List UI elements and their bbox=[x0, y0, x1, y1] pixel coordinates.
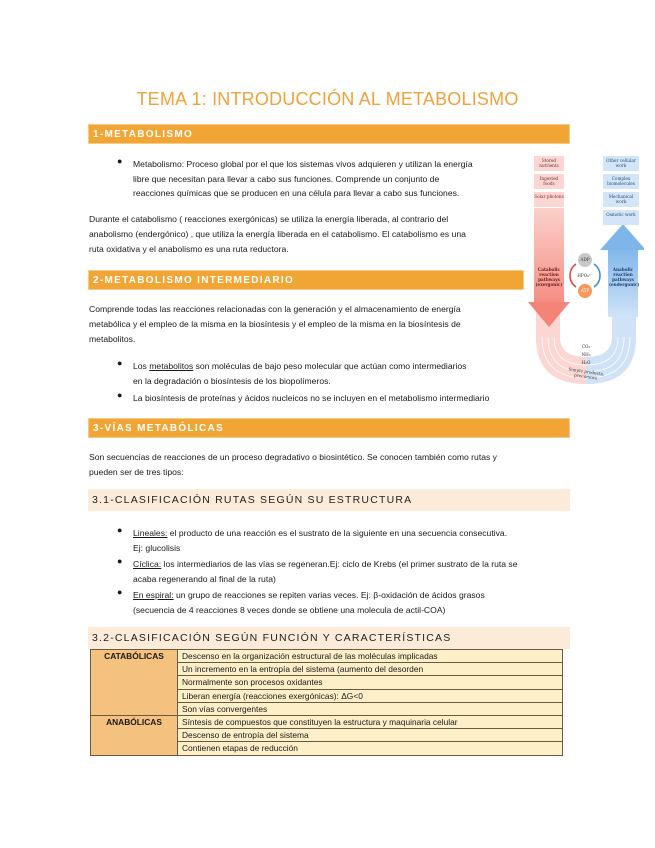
section-header-metabolismo-intermediario: 2-METABOLISMO INTERMEDIARIO bbox=[88, 270, 524, 290]
diagram-label: Complex biomolecules bbox=[607, 176, 635, 186]
bullet-icon: ● bbox=[117, 587, 123, 597]
bullet-icon: ● bbox=[117, 556, 123, 566]
product-label: NH₃ bbox=[581, 352, 591, 357]
adp-label: ADP bbox=[580, 257, 590, 262]
diagram-label: Solar photons bbox=[534, 194, 564, 199]
product-label: H₂O bbox=[581, 360, 591, 365]
products-caption: Simple products, precursors bbox=[568, 366, 605, 381]
table-cell: Normalmente son procesos oxidantes bbox=[178, 676, 563, 689]
catabolic-label: Catabolic reaction pathways (exergonic) bbox=[535, 267, 563, 287]
metabolism-diagram bbox=[528, 152, 644, 387]
bullet-lineales: Lineales: el producto de una reacción es el sustrato de la siguiente en una secuencia consecutiva. Ej: glucolisis bbox=[133, 528, 508, 553]
table-cell: Liberan energía (reacciones exergónicas): ΔG<0 bbox=[178, 689, 563, 702]
bullet-biosintesis: La biosíntesis de proteínas y ácidos nucleicos no se incluyen en el metabolismo intermediario bbox=[133, 393, 490, 403]
table-row bbox=[91, 715, 563, 728]
diagram-label: Osmotic work bbox=[606, 212, 636, 217]
table-cell: Descenso de entropía del sistema bbox=[178, 729, 563, 742]
table-cell: Síntesis de compuestos que constituyen la estructura y maquinaria celular bbox=[178, 715, 563, 728]
table-cell: Descenso en la organización estructural de las moléculas implicadas bbox=[178, 650, 563, 663]
term: Metabolismo: bbox=[133, 159, 185, 169]
bullet-ciclica: Cíclica: los intermediarios de las vías se regeneran.Ej: ciclo de Krebs (el primer sustrato de la ruta se acaba regenerando al final de la ruta) bbox=[133, 559, 518, 584]
bullet-metabolitos: Los metabolitos son moléculas de bajo peso molecular que actúan como intermediarios en la degradación o biosíntesis de los biopolímeros. bbox=[133, 361, 467, 386]
table-cell: Contienen etapas de reducción bbox=[178, 742, 563, 755]
subsection-header-estructura: 3.1-CLASIFICACIÓN RUTAS SEGÚN SU ESTRUCTURA bbox=[88, 489, 570, 511]
page-title: TEMA 1: INTRODUCCIÓN AL METABOLISMO bbox=[136, 89, 519, 109]
atp-label: ATP bbox=[580, 288, 590, 293]
subsection-header-funcion: 3.2-CLASIFICACIÓN SEGÚN FUNCIÓN Y CARACTERÍSTICAS bbox=[88, 627, 570, 649]
paragraph-vias: Son secuencias de reacciones de un proceso degradativo o biosintético. Se conocen también como rutas y pueden ser de tres tipos: bbox=[89, 452, 497, 477]
product-label: CO₂ bbox=[581, 344, 591, 349]
bullet-icon: ● bbox=[117, 156, 123, 166]
table-row bbox=[91, 650, 563, 663]
bullet-metabolismo: Metabolismo: Proceso global por el que los sistemas vivos adquieren y utilizan la energía libre que necesitan para llevar a cabo sus funciones. Comprende un conjunto de reacciones químicas que se producen en una célula para llevar a cabo sus funciones. bbox=[133, 159, 473, 198]
table-cell: Un incremento en la entropía del sistema (aumento del desorden bbox=[178, 663, 563, 676]
paragraph-metabolismo-intermediario: Comprende todas las reacciones relacionadas con la generación y el almacenamiento de energía metabólica y el empleo de la misma en la biosíntesis y el empleo de la misma en la biosíntesis de metabolitos. bbox=[89, 304, 461, 344]
section-header-vias-metabolicas: 3-VÍAS METABÓLICAS bbox=[88, 418, 570, 438]
diagram-label: Stored nutrients bbox=[539, 158, 559, 168]
bullet-icon: ● bbox=[117, 358, 123, 368]
diagram-label: Ingested foods bbox=[539, 176, 559, 186]
section-header-metabolismo: 1-METABOLISMO bbox=[88, 124, 570, 144]
diagram-label: Other cellular work bbox=[606, 158, 636, 168]
table-cell: Son vías convergentes bbox=[178, 702, 563, 715]
category-anabolicas: ANABÓLICAS bbox=[91, 715, 178, 755]
bullet-icon: ● bbox=[117, 525, 123, 535]
anabolic-label: Anabolic reaction pathways (endergonic) bbox=[609, 267, 640, 287]
category-catabolicas: CATABÓLICAS bbox=[91, 650, 178, 716]
paragraph-catabolismo: Durante el catabolismo ( reacciones exergónicas) se utiliza la energía liberada, al contrario del anabolismo (endergónico) , que utiliza la energía liberada en el catabolismo. El catabolismo es una ruta oxidativa y el anabolismo es una ruta reductora. bbox=[89, 214, 466, 254]
diagram-label: Mechanical work bbox=[608, 194, 634, 204]
bullet-icon: ● bbox=[117, 390, 123, 400]
bullet-espiral: En espiral: un grupo de reacciones se repiten varias veces. Ej: β-oxidación de ácidos grasos (secuencia de 4 reacciones 8 veces donde se obtiene una molecula de actil-COA) bbox=[133, 590, 485, 615]
hpo-label: HPO₄²⁻ bbox=[577, 273, 593, 278]
classification-table bbox=[90, 649, 563, 756]
